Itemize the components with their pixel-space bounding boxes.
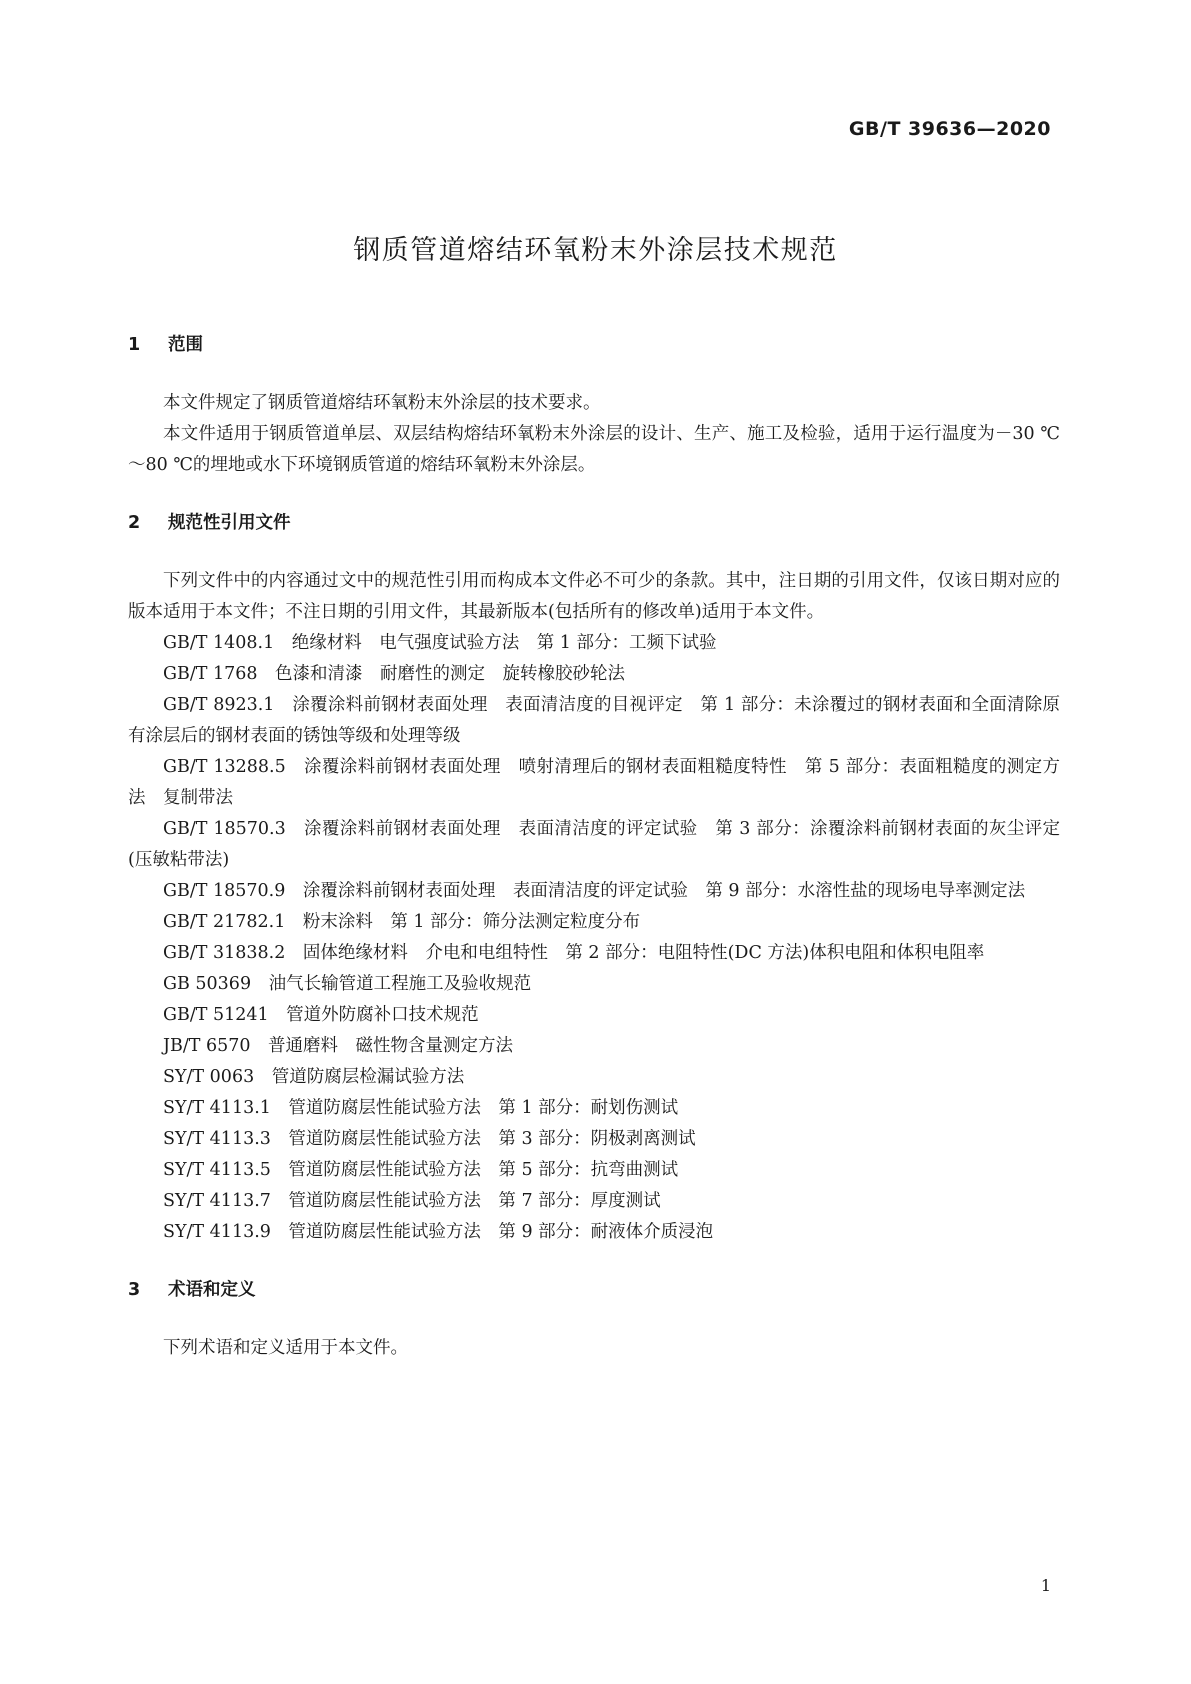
section-title: 术语和定义 bbox=[168, 1280, 256, 1300]
reference-item: GB/T 51241 管道外防腐补口技术规范 bbox=[163, 1005, 479, 1025]
reference-item: SY/T 0063 管道防腐层检漏试验方法 bbox=[163, 1067, 465, 1087]
reference-item: GB/T 21782.1 粉末涂料 第 1 部分：筛分法测定粒度分布 bbox=[163, 912, 641, 932]
paragraph: 本文件规定了钢质管道熔结环氧粉末外涂层的技术要求。 bbox=[163, 393, 601, 413]
reference-item: JB/T 6570 普通磨料 磁性物含量测定方法 bbox=[163, 1036, 514, 1056]
section-number: 1 bbox=[128, 335, 141, 355]
reference-item: GB/T 1768 色漆和清漆 耐磨性的测定 旋转橡胶砂轮法 bbox=[163, 664, 626, 684]
page-title: 钢质管道熔结环氧粉末外涂层技术规范 bbox=[353, 235, 838, 266]
reference-item: GB/T 13288.5 涂覆涂料前钢材表面处理 喷射清理后的钢材表面粗糙度特性 第 5 部分：表面粗糙度的测定方法 复制带法 bbox=[128, 757, 1060, 808]
page-number: 1 bbox=[1040, 1576, 1051, 1595]
reference-item: SY/T 4113.5 管道防腐层性能试验方法 第 5 部分：抗弯曲测试 bbox=[163, 1160, 679, 1180]
paragraph: 下列文件中的内容通过文中的规范性引用而构成本文件必不可少的条款。其中，注日期的引用文件，仅该日期对应的版本适用于本文件；不注日期的引用文件，其最新版本(包括所有的修改单)适用于本文件。 bbox=[128, 571, 1060, 622]
section-heading-scope bbox=[128, 330, 1060, 361]
reference-item: GB/T 1408.1 绝缘材料 电气强度试验方法 第 1 部分：工频下试验 bbox=[163, 633, 717, 653]
reference-item: GB/T 18570.9 涂覆涂料前钢材表面处理 表面清洁度的评定试验 第 9 部分：水溶性盐的现场电导率测定法 bbox=[163, 881, 1026, 901]
document-id: GB/T 39636—2020 bbox=[848, 118, 1051, 140]
reference-item: GB/T 8923.1 涂覆涂料前钢材表面处理 表面清洁度的目视评定 第 1 部分：未涂覆过的钢材表面和全面清除原有涂层后的钢材表面的锈蚀等级和处理等级 bbox=[128, 695, 1060, 746]
section-title: 规范性引用文件 bbox=[168, 513, 291, 533]
section-title: 范围 bbox=[168, 335, 203, 355]
section-heading-normative-references bbox=[128, 508, 1060, 539]
document-body bbox=[128, 330, 1060, 1364]
reference-item: SY/T 4113.7 管道防腐层性能试验方法 第 7 部分：厚度测试 bbox=[163, 1191, 661, 1211]
section-heading-terms-definitions bbox=[128, 1275, 1060, 1306]
reference-item: GB/T 18570.3 涂覆涂料前钢材表面处理 表面清洁度的评定试验 第 3 部分：涂覆涂料前钢材表面的灰尘评定(压敏粘带法) bbox=[128, 819, 1060, 870]
paragraph: 下列术语和定义适用于本文件。 bbox=[163, 1338, 408, 1358]
reference-item: GB 50369 油气长输管道工程施工及验收规范 bbox=[163, 974, 532, 994]
reference-list bbox=[128, 628, 1060, 1248]
section-number: 3 bbox=[128, 1280, 141, 1300]
reference-item: SY/T 4113.9 管道防腐层性能试验方法 第 9 部分：耐液体介质浸泡 bbox=[163, 1222, 714, 1242]
reference-item: SY/T 4113.3 管道防腐层性能试验方法 第 3 部分：阴极剥离测试 bbox=[163, 1129, 696, 1149]
section-number: 2 bbox=[128, 513, 141, 533]
paragraph: 本文件适用于钢质管道单层、双层结构熔结环氧粉末外涂层的设计、生产、施工及检验，适用于运行温度为－30 ℃～80 ℃的埋地或水下环境钢质管道的熔结环氧粉末外涂层。 bbox=[128, 424, 1060, 475]
reference-item: GB/T 31838.2 固体绝缘材料 介电和电组特性 第 2 部分：电阻特性(DC 方法)体积电阻和体积电阻率 bbox=[163, 943, 985, 963]
reference-item: SY/T 4113.1 管道防腐层性能试验方法 第 1 部分：耐划伤测试 bbox=[163, 1098, 679, 1118]
